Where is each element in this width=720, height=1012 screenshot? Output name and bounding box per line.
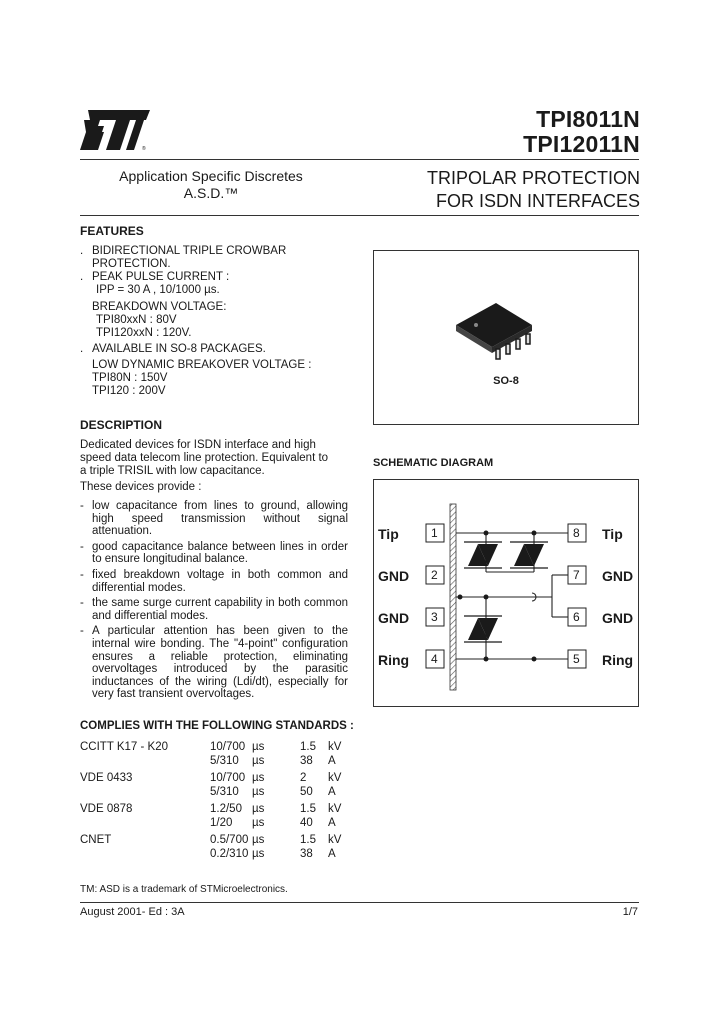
description-item: - good capacitance balance between lines in order to ensure longitudinal balance. [80,540,348,566]
description-item: - fixed breakdown voltage in both common and differential modes. [80,568,348,594]
feature-item [80,301,311,340]
rating-value: 38 [300,755,313,767]
description-item: - A particular attention has been given to the internal wire bonding. The "4-point" configuration ensures a reliable protection, eliminating overvoltages introduced by the parasitic inductances of the wiring (Ldi/dt), especially for very fast transient overvoltages. [80,625,348,701]
rating-value: 50 [300,786,313,798]
rating-value: 40 [300,817,313,829]
rating-value: 1.5 [300,741,316,753]
pin-name-left: GND [378,568,410,584]
pin-name-right: GND [602,610,634,626]
package-label: SO-8 [493,375,519,387]
schematic-diagram [374,480,638,706]
features-list [80,245,311,398]
rating-unit: A [328,786,336,798]
part-number-1: TPI8011N [536,106,640,132]
pin-number-right: 5 [573,652,580,666]
description-list [80,500,348,704]
pulse-shape: 1.2/50 [210,803,242,815]
trademark-note: TM: ASD is a trademark of STMicroelectronics. [80,884,288,895]
rating-unit: A [328,817,336,829]
feature-line: TPI80N : 150V [92,372,168,384]
pulse-shape: 5/310 [210,786,239,798]
pulse-shape: 1/20 [210,817,233,829]
feature-line: LOW DYNAMIC BREAKOVER VOLTAGE : [92,359,312,371]
feature-item [80,271,311,297]
rating-unit: kV [328,772,342,784]
feature-line: TPI120xxN : 120V. [96,327,192,339]
pulse-shape: 10/700 [210,741,246,753]
rating-value: 1.5 [300,803,316,815]
header-rule [80,159,639,160]
description-intro [80,439,350,494]
pulse-unit: µs [252,803,265,815]
pulse-unit: µs [252,786,265,798]
feature-line: PROTECTION. [92,258,171,270]
feature-line: . BIDIRECTIONAL TRIPLE CROWBAR [80,245,287,257]
pin-name-left: GND [378,610,410,626]
pin-number-left: 4 [431,652,438,666]
pulse-shape: 0.5/700 [210,834,249,846]
intro-line: a triple TRISIL with low capacitance. [80,465,265,477]
pulse-unit: µs [252,772,265,784]
feature-item [80,359,311,398]
pin-number-right: 7 [573,568,580,582]
pulse-shape: 5/310 [210,755,239,767]
standard-name: CNET [80,834,112,846]
page-number: 1/7 [622,906,638,918]
pulse-unit: µs [252,817,265,829]
pulse-unit: µs [252,755,265,767]
title-line-2: FOR ISDN INTERFACES [435,191,640,211]
feature-line: . AVAILABLE IN SO-8 PACKAGES. [80,343,266,355]
pin-number-right: 6 [573,610,580,624]
rating-unit: A [328,848,336,860]
pin-number-left: 2 [431,568,438,582]
category-line-2: A.S.D.™ [183,185,239,201]
main-title [427,167,640,213]
title-rule [80,215,639,216]
standards-table [80,740,360,860]
intro-line: speed data telecom line protection. Equivalent to [80,452,329,464]
part-number-2: TPI12011N [523,131,640,157]
features-heading: FEATURES [80,224,144,238]
svg-text:®: ® [142,146,146,152]
standard-name: VDE 0433 [80,772,133,784]
pin-name-left: Ring [378,652,410,668]
feature-line: . PEAK PULSE CURRENT : [80,271,230,283]
feature-item [80,245,311,271]
pulse-unit: µs [252,848,265,860]
category-block [80,168,342,202]
title-line-1: TRIPOLAR PROTECTION [426,168,640,188]
pulse-unit: µs [252,741,265,753]
description-heading: DESCRIPTION [80,418,163,432]
rating-unit: A [328,755,336,767]
pin-name-right: Ring [602,652,634,668]
st-logo [80,106,152,156]
pin-number-left: 1 [431,526,438,540]
rating-value: 38 [300,848,313,860]
rating-unit: kV [328,834,342,846]
pulse-shape: 10/700 [210,772,246,784]
description-item: - the same surge current capability in both common and differential modes. [80,597,348,622]
rating-unit: kV [328,741,342,753]
schematic-heading: SCHEMATIC DIAGRAM [373,457,494,469]
intro-line: Dedicated devices for ISDN interface and high [80,439,316,451]
description-item: - low capacitance from lines to ground, allowing high speed transmission without signal attenuation. [80,500,348,538]
feature-line: TPI80xxN : 80V [96,314,177,326]
feature-item [80,343,311,356]
pin-number-left: 3 [431,610,438,624]
pin-number-right: 8 [573,526,580,540]
feature-line: BREAKDOWN VOLTAGE: [92,301,227,313]
pin-name-right: GND [602,568,634,584]
feature-line: IPP = 30 A , 10/1000 µs. [96,284,220,296]
rating-value: 1.5 [300,834,316,846]
standard-name: CCITT K17 - K20 [80,741,168,753]
rating-value: 2 [300,772,307,784]
pulse-unit: µs [252,834,265,846]
package-box [373,250,639,425]
so8-package-icon [446,291,556,371]
rating-unit: kV [328,803,342,815]
provide-line: These devices provide : [80,481,202,493]
category-line-1: Application Specific Discretes [119,168,303,184]
standard-name: VDE 0878 [80,803,133,815]
standards-heading: COMPLIES WITH THE FOLLOWING STANDARDS : [80,720,354,732]
edition-date: August 2001- Ed : 3A [80,906,185,918]
footer-rule [80,902,639,903]
pin-name-left: Tip [378,526,399,542]
pin-name-right: Tip [602,526,623,542]
pulse-shape: 0.2/310 [210,848,249,860]
schematic-box [373,479,639,707]
feature-line: TPI120 : 200V [92,385,166,397]
